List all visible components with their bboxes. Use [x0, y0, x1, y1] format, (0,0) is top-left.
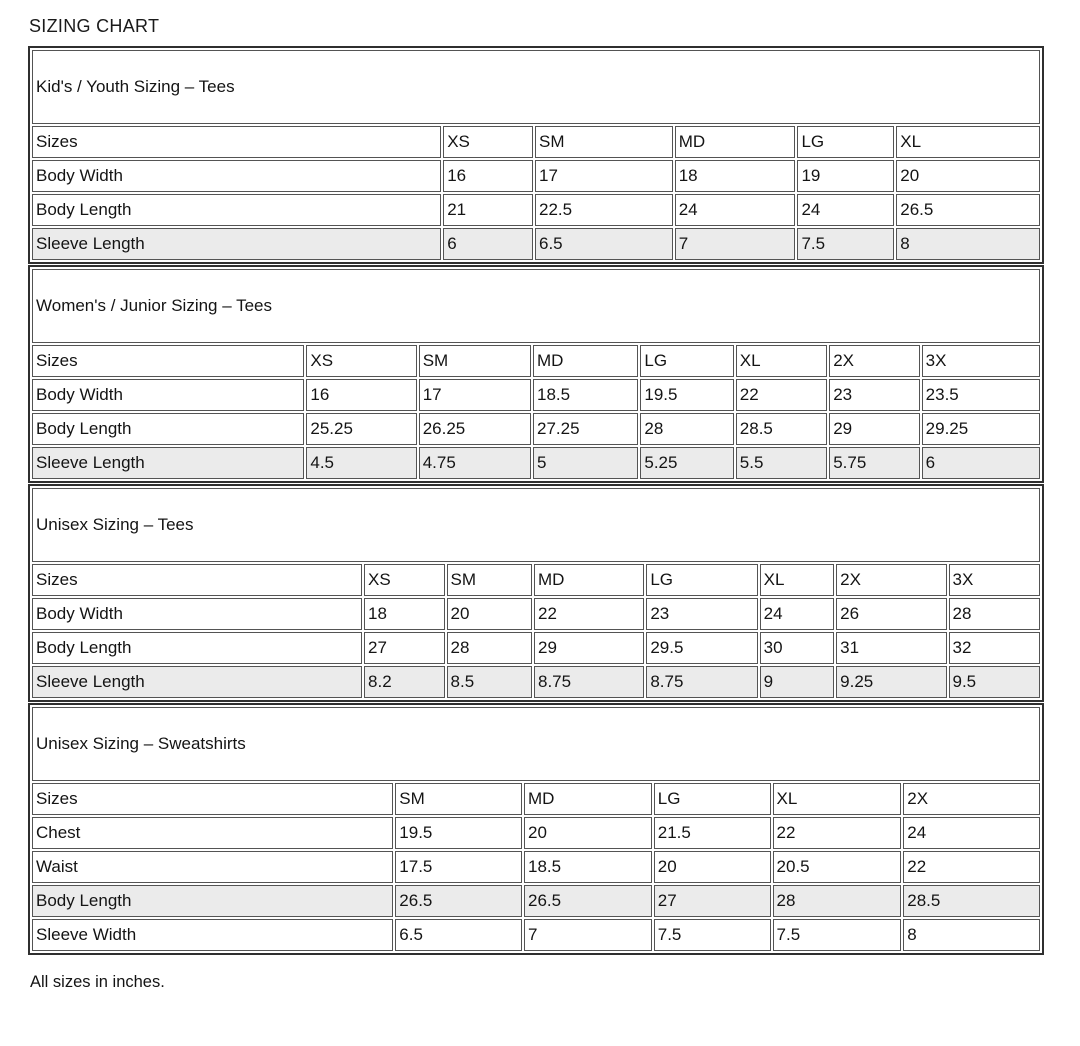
- row-label-sizes: Sizes: [32, 126, 441, 158]
- value-cell: 22: [903, 851, 1040, 883]
- value-cell: 29: [534, 632, 644, 664]
- value-cell: 7.5: [773, 919, 902, 951]
- value-cell: 23: [646, 598, 757, 630]
- row-label: Waist: [32, 851, 393, 883]
- value-cell: 29: [829, 413, 919, 445]
- value-cell: 28.5: [903, 885, 1040, 917]
- value-cell: 28: [447, 632, 532, 664]
- value-cell: 25.25: [306, 413, 416, 445]
- col-header-2x: 2X: [836, 564, 946, 596]
- value-cell: 28: [773, 885, 902, 917]
- col-header-sm: SM: [447, 564, 532, 596]
- row-label: Body Length: [32, 632, 362, 664]
- table-row: [32, 194, 1040, 226]
- value-cell: 18: [364, 598, 445, 630]
- row-label: Body Width: [32, 598, 362, 630]
- table-row: [32, 228, 1040, 260]
- value-cell: 24: [675, 194, 796, 226]
- page-title: SIZING CHART: [29, 16, 160, 36]
- value-cell: 22.5: [535, 194, 673, 226]
- value-cell: 6.5: [395, 919, 522, 951]
- row-label: Body Width: [32, 160, 441, 192]
- col-header-md: MD: [524, 783, 652, 815]
- col-header-xs: XS: [306, 345, 416, 377]
- value-cell: 4.5: [306, 447, 416, 479]
- value-cell: 18: [675, 160, 796, 192]
- value-cell: 7: [675, 228, 796, 260]
- value-cell: 19.5: [640, 379, 733, 411]
- col-header-xl: XL: [760, 564, 835, 596]
- value-cell: 19.5: [395, 817, 522, 849]
- value-cell: 22: [773, 817, 902, 849]
- table-caption-row: [32, 488, 1040, 562]
- table-header-row: [32, 345, 1040, 377]
- value-cell: 6: [443, 228, 533, 260]
- table-caption: Unisex Sizing – Sweatshirts: [32, 707, 1040, 781]
- table-row: [32, 413, 1040, 445]
- col-header-lg: LG: [640, 345, 733, 377]
- table-caption: Women's / Junior Sizing – Tees: [32, 269, 1040, 343]
- col-header-lg: LG: [646, 564, 757, 596]
- table-row: [32, 885, 1040, 917]
- table-header-row: [32, 564, 1040, 596]
- value-cell: 32: [949, 632, 1041, 664]
- value-cell: 4.75: [419, 447, 531, 479]
- table-header-row: [32, 783, 1040, 815]
- col-header-sm: SM: [395, 783, 522, 815]
- col-header-xs: XS: [443, 126, 533, 158]
- value-cell: 23.5: [922, 379, 1040, 411]
- col-header-xl: XL: [896, 126, 1040, 158]
- value-cell: 29.25: [922, 413, 1040, 445]
- col-header-3x: 3X: [949, 564, 1041, 596]
- col-header-md: MD: [534, 564, 644, 596]
- value-cell: 8.75: [646, 666, 757, 698]
- table-unisex-sweatshirts: [28, 703, 1044, 955]
- value-cell: 21.5: [654, 817, 771, 849]
- row-label: Body Length: [32, 885, 393, 917]
- col-header-2x: 2X: [829, 345, 919, 377]
- table-row: [32, 666, 1040, 698]
- col-header-md: MD: [675, 126, 796, 158]
- col-header-md: MD: [533, 345, 638, 377]
- value-cell: 20: [896, 160, 1040, 192]
- value-cell: 19: [797, 160, 894, 192]
- table-caption-row: [32, 269, 1040, 343]
- row-label: Body Length: [32, 413, 304, 445]
- table-kids-youth-tees: [28, 46, 1044, 264]
- value-cell: 27.25: [533, 413, 638, 445]
- value-cell: 6.5: [535, 228, 673, 260]
- table-caption-row: [32, 707, 1040, 781]
- row-label-sizes: Sizes: [32, 345, 304, 377]
- value-cell: 6: [922, 447, 1040, 479]
- table-row: [32, 598, 1040, 630]
- value-cell: 26.5: [896, 194, 1040, 226]
- sizing-tables: [28, 46, 1044, 955]
- value-cell: 26.25: [419, 413, 531, 445]
- value-cell: 26.5: [524, 885, 652, 917]
- value-cell: 5.75: [829, 447, 919, 479]
- col-header-lg: LG: [797, 126, 894, 158]
- col-header-sm: SM: [419, 345, 531, 377]
- col-header-xs: XS: [364, 564, 445, 596]
- value-cell: 18.5: [533, 379, 638, 411]
- value-cell: 16: [443, 160, 533, 192]
- value-cell: 21: [443, 194, 533, 226]
- value-cell: 5: [533, 447, 638, 479]
- value-cell: 20: [447, 598, 532, 630]
- value-cell: 8.5: [447, 666, 532, 698]
- row-label: Body Width: [32, 379, 304, 411]
- value-cell: 5.5: [736, 447, 827, 479]
- col-header-sm: SM: [535, 126, 673, 158]
- col-header-2x: 2X: [903, 783, 1040, 815]
- value-cell: 28.5: [736, 413, 827, 445]
- table-caption-row: [32, 50, 1040, 124]
- value-cell: 24: [760, 598, 835, 630]
- value-cell: 5.25: [640, 447, 733, 479]
- col-header-xl: XL: [736, 345, 827, 377]
- row-label: Sleeve Length: [32, 447, 304, 479]
- value-cell: 17: [535, 160, 673, 192]
- table-caption: Kid's / Youth Sizing – Tees: [32, 50, 1040, 124]
- value-cell: 8.2: [364, 666, 445, 698]
- value-cell: 24: [797, 194, 894, 226]
- value-cell: 7.5: [797, 228, 894, 260]
- value-cell: 17: [419, 379, 531, 411]
- table-caption: Unisex Sizing – Tees: [32, 488, 1040, 562]
- value-cell: 9: [760, 666, 835, 698]
- table-row: [32, 160, 1040, 192]
- value-cell: 24: [903, 817, 1040, 849]
- value-cell: 30: [760, 632, 835, 664]
- value-cell: 8.75: [534, 666, 644, 698]
- value-cell: 9.25: [836, 666, 946, 698]
- value-cell: 23: [829, 379, 919, 411]
- value-cell: 20: [524, 817, 652, 849]
- value-cell: 28: [949, 598, 1041, 630]
- row-label-sizes: Sizes: [32, 564, 362, 596]
- table-row: [32, 447, 1040, 479]
- value-cell: 16: [306, 379, 416, 411]
- row-label: Body Length: [32, 194, 441, 226]
- value-cell: 9.5: [949, 666, 1041, 698]
- row-label: Sleeve Width: [32, 919, 393, 951]
- value-cell: 27: [364, 632, 445, 664]
- col-header-3x: 3X: [922, 345, 1040, 377]
- value-cell: 7: [524, 919, 652, 951]
- value-cell: 8: [903, 919, 1040, 951]
- table-row: [32, 817, 1040, 849]
- value-cell: 26: [836, 598, 946, 630]
- value-cell: 26.5: [395, 885, 522, 917]
- table-row: [32, 379, 1040, 411]
- footnote: All sizes in inches.: [30, 973, 165, 991]
- value-cell: 20: [654, 851, 771, 883]
- col-header-lg: LG: [654, 783, 771, 815]
- value-cell: 18.5: [524, 851, 652, 883]
- value-cell: 22: [534, 598, 644, 630]
- row-label: Chest: [32, 817, 393, 849]
- value-cell: 20.5: [773, 851, 902, 883]
- row-label: Sleeve Length: [32, 666, 362, 698]
- value-cell: 22: [736, 379, 827, 411]
- value-cell: 27: [654, 885, 771, 917]
- col-header-xl: XL: [773, 783, 902, 815]
- value-cell: 28: [640, 413, 733, 445]
- table-unisex-tees: [28, 484, 1044, 702]
- table-womens-junior-tees: [28, 265, 1044, 483]
- value-cell: 29.5: [646, 632, 757, 664]
- value-cell: 17.5: [395, 851, 522, 883]
- table-row: [32, 919, 1040, 951]
- value-cell: 31: [836, 632, 946, 664]
- table-header-row: [32, 126, 1040, 158]
- value-cell: 7.5: [654, 919, 771, 951]
- table-row: [32, 632, 1040, 664]
- row-label-sizes: Sizes: [32, 783, 393, 815]
- value-cell: 8: [896, 228, 1040, 260]
- row-label: Sleeve Length: [32, 228, 441, 260]
- table-row: [32, 851, 1040, 883]
